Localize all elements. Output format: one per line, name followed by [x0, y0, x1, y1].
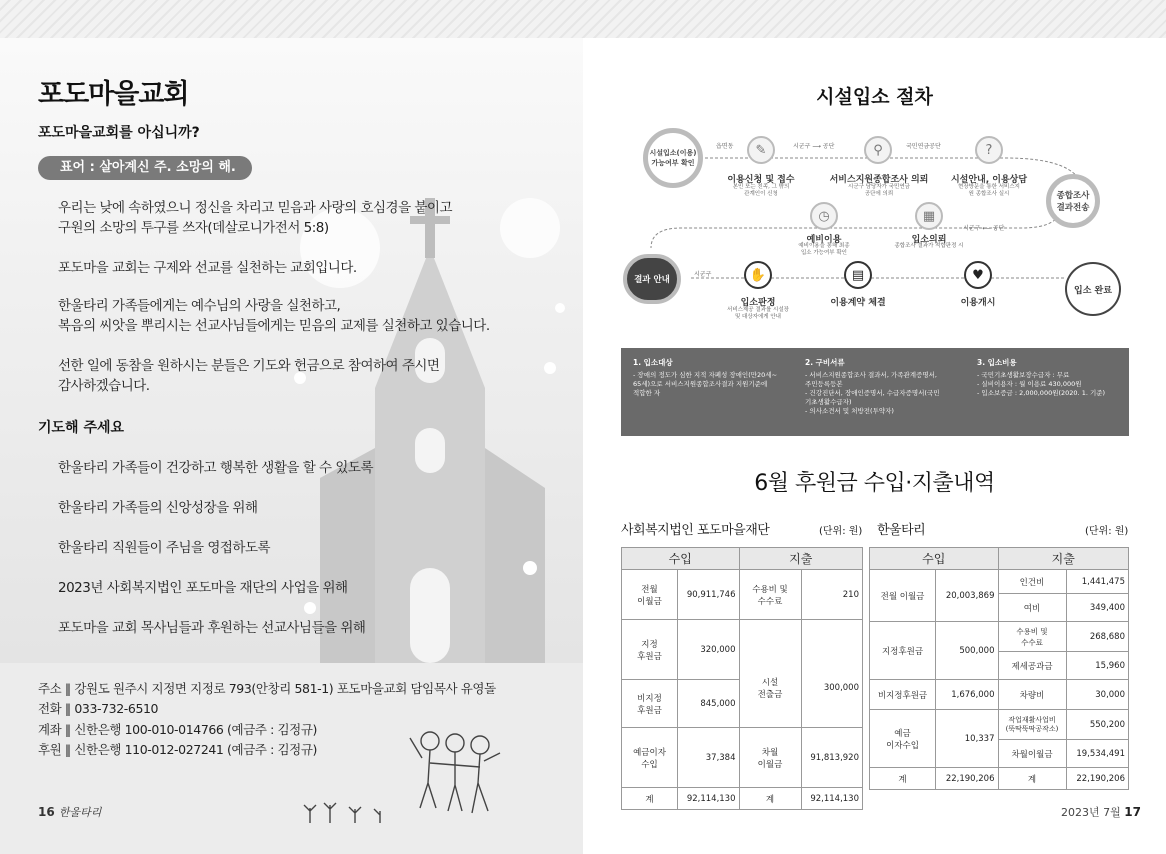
node-label: 예비이용 — [806, 235, 842, 245]
income-label: 예금이자 수입 — [622, 728, 678, 788]
prayer-item: 한울타리 직원들이 주님을 영접하도록 — [58, 540, 271, 556]
expense-label: 시설 전출금 — [739, 650, 801, 728]
node-description: 시군구 담당자가 국민연금 공단에 의뢰 — [848, 184, 910, 197]
foundation-label: 사회복지법인 포도마을재단 — [621, 523, 770, 538]
income-total: 22,190,206 — [936, 768, 999, 790]
total-label: 계 — [622, 788, 678, 810]
flow-tag: 시군구 — [694, 271, 712, 278]
prayer-item: 한울타리 가족들이 건강하고 행복한 생활을 할 수 있도록 — [58, 460, 373, 476]
table-spacer — [739, 620, 801, 650]
expense-value: 1,441,475 — [1066, 570, 1129, 594]
income-label: 지정후원금 — [870, 622, 936, 680]
income-label: 지정 후원금 — [622, 620, 678, 680]
foundation-finance-table — [621, 547, 863, 810]
page-number-left — [38, 804, 101, 820]
result-notice-node: 결과 안내 — [623, 254, 681, 304]
clock-icon: ◷ — [810, 202, 838, 230]
right-page — [583, 38, 1166, 854]
issue-date: 2023년 7월 — [1061, 806, 1121, 819]
node-label: 입소판정 — [740, 298, 776, 308]
expense-label: 수용비 및 수수료 — [739, 570, 801, 620]
total-label: 계 — [998, 768, 1066, 790]
criteria-column — [977, 358, 1127, 398]
intro-question: 포도마을교회를 아십니까? — [38, 125, 200, 141]
criteria-line: - 서비스지원종합조사 결과서, 가족관계증명서, — [805, 371, 937, 379]
expense-value: 30,000 — [1066, 680, 1129, 710]
expense-label: 여비 — [998, 594, 1066, 622]
prayer-item: 2023년 사회복지법인 포도마을 재단의 사업을 위해 — [58, 580, 348, 596]
criteria-line: 주민등록등본 — [805, 380, 843, 388]
criteria-title: 2. 구비서류 — [805, 358, 845, 367]
expense-label: 차월 이월금 — [739, 728, 801, 788]
verse-line-1: 우리는 낮에 속하였으니 정신을 차리고 믿음과 사랑의 호심경을 붙이고 — [58, 200, 453, 216]
node-label: 서비스지원종합조사 의뢰 — [829, 175, 929, 185]
criteria-line: 65세)으로 서비스지원종합조사결과 지원기준에 — [633, 380, 768, 388]
node-description: 예비이용을 통해 최종 입소 가능여부 확인 — [798, 243, 850, 256]
page-number: 16 — [38, 805, 55, 819]
motto-badge: 표어 : 살아계신 주. 소망의 해. — [38, 156, 252, 180]
flow-tag: 읍면동 — [716, 143, 734, 150]
income-value: 320,000 — [678, 620, 740, 680]
search-icon: ⚲ — [864, 136, 892, 164]
criteria-line: - 입소보증금 : 2,000,000원(2020. 1. 기준) — [977, 389, 1106, 397]
expense-total: 22,190,206 — [1066, 768, 1129, 790]
expense-label: 차월이월금 — [998, 740, 1066, 768]
income-header: 수입 — [622, 548, 740, 570]
node-description: 종합조사 결과가 적합판정 시 — [894, 243, 964, 249]
node-label: 시설안내, 이용상담 — [950, 175, 1028, 185]
phone-line: 전화 ‖ 033-732-6510 — [38, 701, 159, 716]
criteria-line: 기초생활수급자) — [805, 398, 852, 406]
finance-title: 6월 후원금 수입·지출내역 — [754, 471, 995, 496]
income-label: 전월 이월금 — [870, 570, 936, 622]
table-spacer — [801, 620, 863, 650]
handshake-icon: ✋ — [744, 261, 772, 289]
node-description: 현장방문을 통한 서비스지 원 종합조사 실시 — [958, 184, 1020, 197]
signup-icon: ✎ — [747, 136, 775, 164]
account-line: 계좌 ‖ 신한은행 100-010-014766 (예금주 : 김정규) — [38, 722, 318, 737]
expense-label: 제세공과금 — [998, 652, 1066, 680]
income-value: 90,911,746 — [678, 570, 740, 620]
hanultari-label: 한울타리 — [877, 523, 926, 538]
contract-icon: ▤ — [844, 261, 872, 289]
expense-value: 300,000 — [801, 650, 863, 728]
practice-line-1: 한울타리 가족들에게는 예수님의 사랑을 실천하고, — [58, 298, 341, 314]
expense-value: 349,400 — [1066, 594, 1129, 622]
brand-signature: 한울타리 — [58, 806, 102, 819]
start-node: 시설입소(이용) 가능여부 확인 — [643, 128, 703, 188]
income-value: 20,003,869 — [936, 570, 999, 622]
expense-label: 차량비 — [998, 680, 1066, 710]
left-page — [0, 38, 583, 854]
expense-value: 91,813,920 — [801, 728, 863, 788]
criteria-title: 1. 입소대상 — [633, 358, 673, 367]
expense-header: 지출 — [998, 548, 1129, 570]
page-number: 17 — [1124, 805, 1141, 819]
income-label: 비지정후원금 — [870, 680, 936, 710]
verse-line-2: 구원의 소망의 투구를 쓰자(데살로니가전서 5:8) — [58, 220, 329, 236]
income-label: 전월 이월금 — [622, 570, 678, 620]
invite-line-1: 선한 일에 동참을 원하시는 분들은 기도와 헌금으로 참여하여 주시면 — [58, 358, 440, 374]
expense-label: 인건비 — [998, 570, 1066, 594]
family-icon: ♥ — [964, 261, 992, 289]
criteria-line: - 실비이용자 : 월 이용료 430,000원 — [977, 380, 1082, 388]
expense-total: 92,114,130 — [801, 788, 863, 810]
prayer-item: 한울타리 가족들의 신앙성장을 위해 — [58, 500, 258, 516]
node-label: 이용신청 및 접수 — [727, 175, 795, 185]
criteria-line: - 장애의 정도가 심한 지적 자폐성 장애인(만20세~ — [633, 371, 778, 379]
top-stripe — [0, 0, 1166, 38]
income-value: 37,384 — [678, 728, 740, 788]
criteria-line: - 건강진단서, 장애인증명서, 수급자증명서(국민 — [805, 389, 940, 397]
practice-line-2: 복음의 씨앗을 뿌리시는 선교사님들에게는 믿음의 교제를 실천하고 있습니다. — [58, 318, 490, 334]
hanultari-finance-table — [869, 547, 1129, 790]
income-label: 비지정 후원금 — [622, 680, 678, 728]
admission-criteria-box — [621, 348, 1129, 436]
total-label: 계 — [870, 768, 936, 790]
survey-result-node: 종합조사 결과전송 — [1046, 174, 1100, 228]
invite-line-2: 감사하겠습니다. — [58, 378, 150, 394]
expense-label: 수용비 및 수수료 — [998, 622, 1066, 652]
node-label: 입소의뢰 — [911, 235, 947, 245]
total-label: 계 — [739, 788, 801, 810]
consult-icon: ? — [975, 136, 1003, 164]
expense-value: 550,200 — [1066, 710, 1129, 740]
prayer-heading: 기도해 주세요 — [38, 420, 125, 436]
node-description: 본인 또는 친족, 그 밖의 관계인이 신청 — [732, 184, 790, 197]
income-header: 수입 — [870, 548, 999, 570]
flow-tag: 시군구 ⟵ 공단 — [963, 225, 1005, 232]
expense-value: 268,680 — [1066, 622, 1129, 652]
expense-header: 지출 — [739, 548, 863, 570]
expense-value: 19,534,491 — [1066, 740, 1129, 768]
page-title: 포도마을교회 — [38, 79, 189, 110]
unit-label: (단위: 원) — [819, 526, 863, 537]
criteria-title: 3. 입소비용 — [977, 358, 1017, 367]
income-value: 10,337 — [936, 710, 999, 768]
expense-value: 210 — [801, 570, 863, 620]
address-line: 주소 ‖ 강원도 원주시 지정면 지정로 793(안창리 581-1) 포도마을교회 담임목사 유영돌 — [38, 681, 496, 696]
node-label: 이용계약 체결 — [830, 298, 886, 308]
criteria-column — [633, 358, 801, 398]
income-value: 1,676,000 — [936, 680, 999, 710]
page-number-right — [1061, 804, 1141, 820]
node-description: 서비스제공 결과를 시설장 및 대상자에게 안내 — [727, 307, 789, 320]
donation-line: 후원 ‖ 신한은행 110-012-027241 (예금주 : 김정규) — [38, 742, 318, 757]
criteria-line: - 의사소견서 및 처방전(투약자) — [805, 407, 894, 415]
flow-tag: 시군구 ⟶ 공단 — [793, 143, 835, 150]
expense-label: 작업재활사업비 (뚝딱뚝딱공작소) — [998, 710, 1066, 740]
process-flow — [621, 128, 1136, 353]
income-total: 92,114,130 — [678, 788, 740, 810]
prayer-item: 포도마을 교회 목사님들과 후원하는 선교사님들을 위해 — [58, 620, 366, 636]
income-value: 500,000 — [936, 622, 999, 680]
unit-label: (단위: 원) — [1085, 526, 1129, 537]
node-label: 이용개시 — [960, 298, 996, 308]
expense-value: 15,960 — [1066, 652, 1129, 680]
process-title: 시설입소 절차 — [816, 86, 933, 108]
criteria-line: - 국민기초생활보장수급자 : 무료 — [977, 371, 1070, 379]
calendar-icon: ▦ — [915, 202, 943, 230]
mission-line: 포도마을 교회는 구제와 선교를 실천하는 교회입니다. — [58, 260, 357, 276]
criteria-column — [805, 358, 975, 416]
flow-tag: 국민연금공단 — [906, 143, 941, 150]
admission-complete-node: 입소 완료 — [1065, 262, 1121, 316]
income-label: 예금 이자수입 — [870, 710, 936, 768]
income-value: 845,000 — [678, 680, 740, 728]
criteria-line: 적합한 자 — [633, 389, 661, 397]
children-illustration — [300, 723, 510, 833]
